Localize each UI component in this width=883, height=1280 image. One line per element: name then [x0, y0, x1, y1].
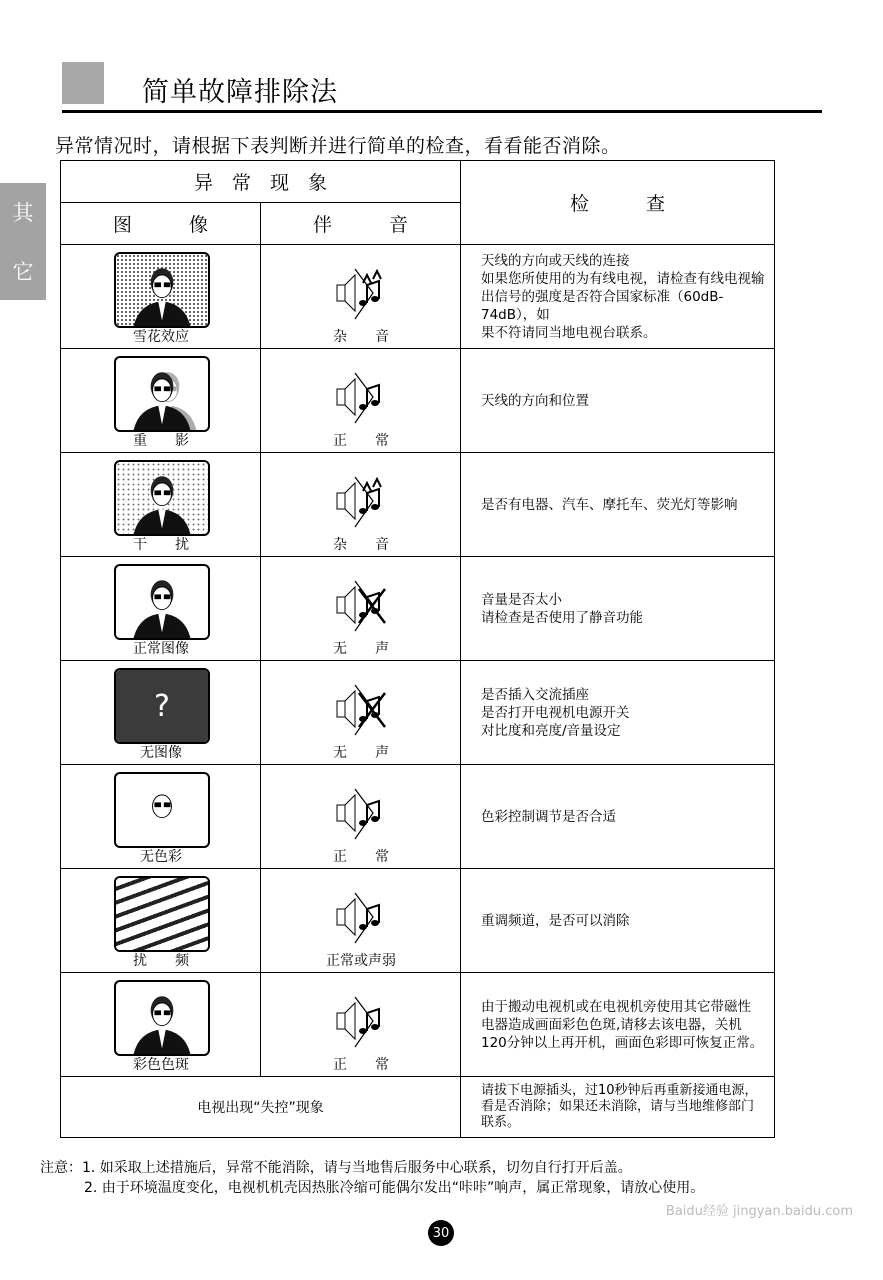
tv-picture-icon — [114, 772, 210, 848]
table-row-image — [61, 661, 261, 765]
check-line: 对比度和亮度/音量设定 — [481, 722, 621, 739]
table-row-sound — [261, 765, 461, 869]
table-row-image — [61, 557, 261, 661]
image-caption: 无色彩 — [140, 849, 182, 865]
question-mark: ? — [116, 670, 208, 742]
check-line: 是否插入交流插座 — [481, 686, 589, 703]
check-line: 联系。 — [481, 1115, 521, 1130]
table-row-sound — [261, 349, 461, 453]
sound-caption: 正 常 — [333, 433, 389, 449]
side-tab — [0, 183, 46, 300]
runaway-label: 电视出现“失控”现象 — [197, 1100, 324, 1116]
table-row-sound — [261, 869, 461, 973]
check-line: 是否有电器、汽车、摩托车、荧光灯等影响 — [481, 496, 738, 513]
check-line: 果不符请同当地电视台联系。 — [481, 324, 657, 341]
tv-picture-icon — [114, 460, 210, 536]
speaker-icon — [333, 991, 389, 1051]
table-row-image — [61, 765, 261, 869]
side-tab-char-2: 它 — [12, 260, 34, 284]
sound-caption: 无 声 — [333, 641, 389, 657]
sound-caption: 无 声 — [333, 745, 389, 761]
sound-caption: 正 常 — [333, 1057, 389, 1073]
image-caption: 雪花效应 — [133, 329, 189, 345]
check-line: 120分钟以上再开机，画面色彩即可恢复正常。 — [481, 1034, 764, 1051]
check-line: 色彩控制调节是否合适 — [481, 808, 616, 825]
table-row-sound — [261, 245, 461, 349]
table-row-image — [61, 453, 261, 557]
sound-caption: 杂 音 — [333, 329, 389, 345]
header-sound — [261, 203, 461, 245]
check-line: 如果您所使用的为有线电视，请检查有线电视输 — [481, 270, 765, 287]
watermark: Baidu经验 jingyan.baidu.com — [665, 1204, 853, 1219]
header-image-label: 图 像 — [112, 214, 208, 236]
header-symptom-label: 异 常 现 象 — [193, 172, 327, 194]
image-caption: 无图像 — [140, 745, 182, 761]
header-check-label: 检 查 — [569, 193, 665, 215]
sound-caption: 杂 音 — [333, 537, 389, 553]
image-caption: 正常图像 — [133, 641, 189, 657]
table-row-sound — [261, 973, 461, 1077]
table-row-image — [61, 349, 261, 453]
tv-picture-icon — [114, 564, 210, 640]
sound-caption: 正 常 — [333, 849, 389, 865]
header-sound-label: 伴 音 — [312, 214, 408, 236]
table-row-check — [461, 765, 774, 869]
table-row-check — [461, 453, 774, 557]
page-number: 30 — [428, 1220, 454, 1246]
table-row-check — [461, 869, 774, 973]
image-caption: 重 影 — [133, 433, 189, 449]
image-caption: 彩色色斑 — [133, 1057, 189, 1073]
check-line: 天线的方向或天线的连接 — [481, 252, 630, 269]
table-row-check — [461, 245, 774, 349]
tv-picture-icon — [114, 876, 210, 952]
header-check — [461, 161, 774, 245]
table-row-image — [61, 973, 261, 1077]
table-row-sound — [261, 661, 461, 765]
header-box — [62, 62, 104, 104]
tv-picture-icon — [114, 668, 210, 744]
table-row-image — [61, 245, 261, 349]
check-line: 请拔下电源插头，过10秒钟后再重新接通电源， — [481, 1083, 758, 1098]
check-line: 由于搬动电视机或在电视机旁使用其它带磁性 — [481, 998, 751, 1015]
speaker-icon — [333, 783, 389, 843]
header-rule — [62, 110, 822, 113]
check-line: 出信号的强度是否符合国家标准（60dB-74dB），如 — [481, 288, 724, 323]
check-line: 看是否消除；如果还未消除，请与当地维修部门 — [481, 1099, 755, 1114]
check-line: 重调频道，是否可以消除 — [481, 912, 630, 929]
image-caption: 干 扰 — [133, 537, 189, 553]
table-row-check — [461, 557, 774, 661]
table-row-check — [461, 973, 774, 1077]
tv-picture-icon — [114, 980, 210, 1056]
runaway-check — [461, 1077, 774, 1137]
runaway-symptom — [61, 1077, 461, 1137]
header-symptom — [61, 161, 461, 203]
speaker-icon — [333, 887, 389, 947]
table-row-check — [461, 349, 774, 453]
side-tab-char-1: 其 — [12, 201, 34, 225]
speaker-icon — [333, 263, 389, 323]
check-line: 是否打开电视机电源开关 — [481, 704, 630, 721]
image-caption: 扰 频 — [133, 953, 189, 969]
page-title: 简单故障排除法 — [142, 77, 338, 108]
check-line: 天线的方向和位置 — [481, 392, 589, 409]
speaker-icon — [333, 367, 389, 427]
speaker-icon — [333, 575, 389, 635]
table-row-image — [61, 869, 261, 973]
speaker-icon — [333, 471, 389, 531]
troubleshooting-table — [60, 160, 775, 1138]
table-row-sound — [261, 557, 461, 661]
speaker-icon — [333, 679, 389, 739]
note-2: 2. 由于环境温度变化，电视机机壳因热胀冷缩可能偶尔发出“咔咔”响声，属正常现象，请放心使用。 — [84, 1180, 705, 1196]
check-line: 音量是否太小 — [481, 591, 562, 608]
tv-picture-icon — [114, 252, 210, 328]
note-1: 注意：1. 如采取上述措施后，异常不能消除，请与当地售后服务中心联系，切勿自行打开后盖。 — [40, 1160, 632, 1176]
header-image — [61, 203, 261, 245]
table-row-sound — [261, 453, 461, 557]
sound-caption: 正常或声弱 — [326, 953, 396, 969]
table-row-check — [461, 661, 774, 765]
check-line: 请检查是否使用了静音功能 — [481, 609, 643, 626]
check-line: 电器造成画面彩色色斑,请移去该电器，关机 — [481, 1016, 742, 1033]
intro-text: 异常情况时，请根据下表判断并进行简单的检查，看看能否消除。 — [55, 135, 621, 157]
tv-picture-icon — [114, 356, 210, 432]
